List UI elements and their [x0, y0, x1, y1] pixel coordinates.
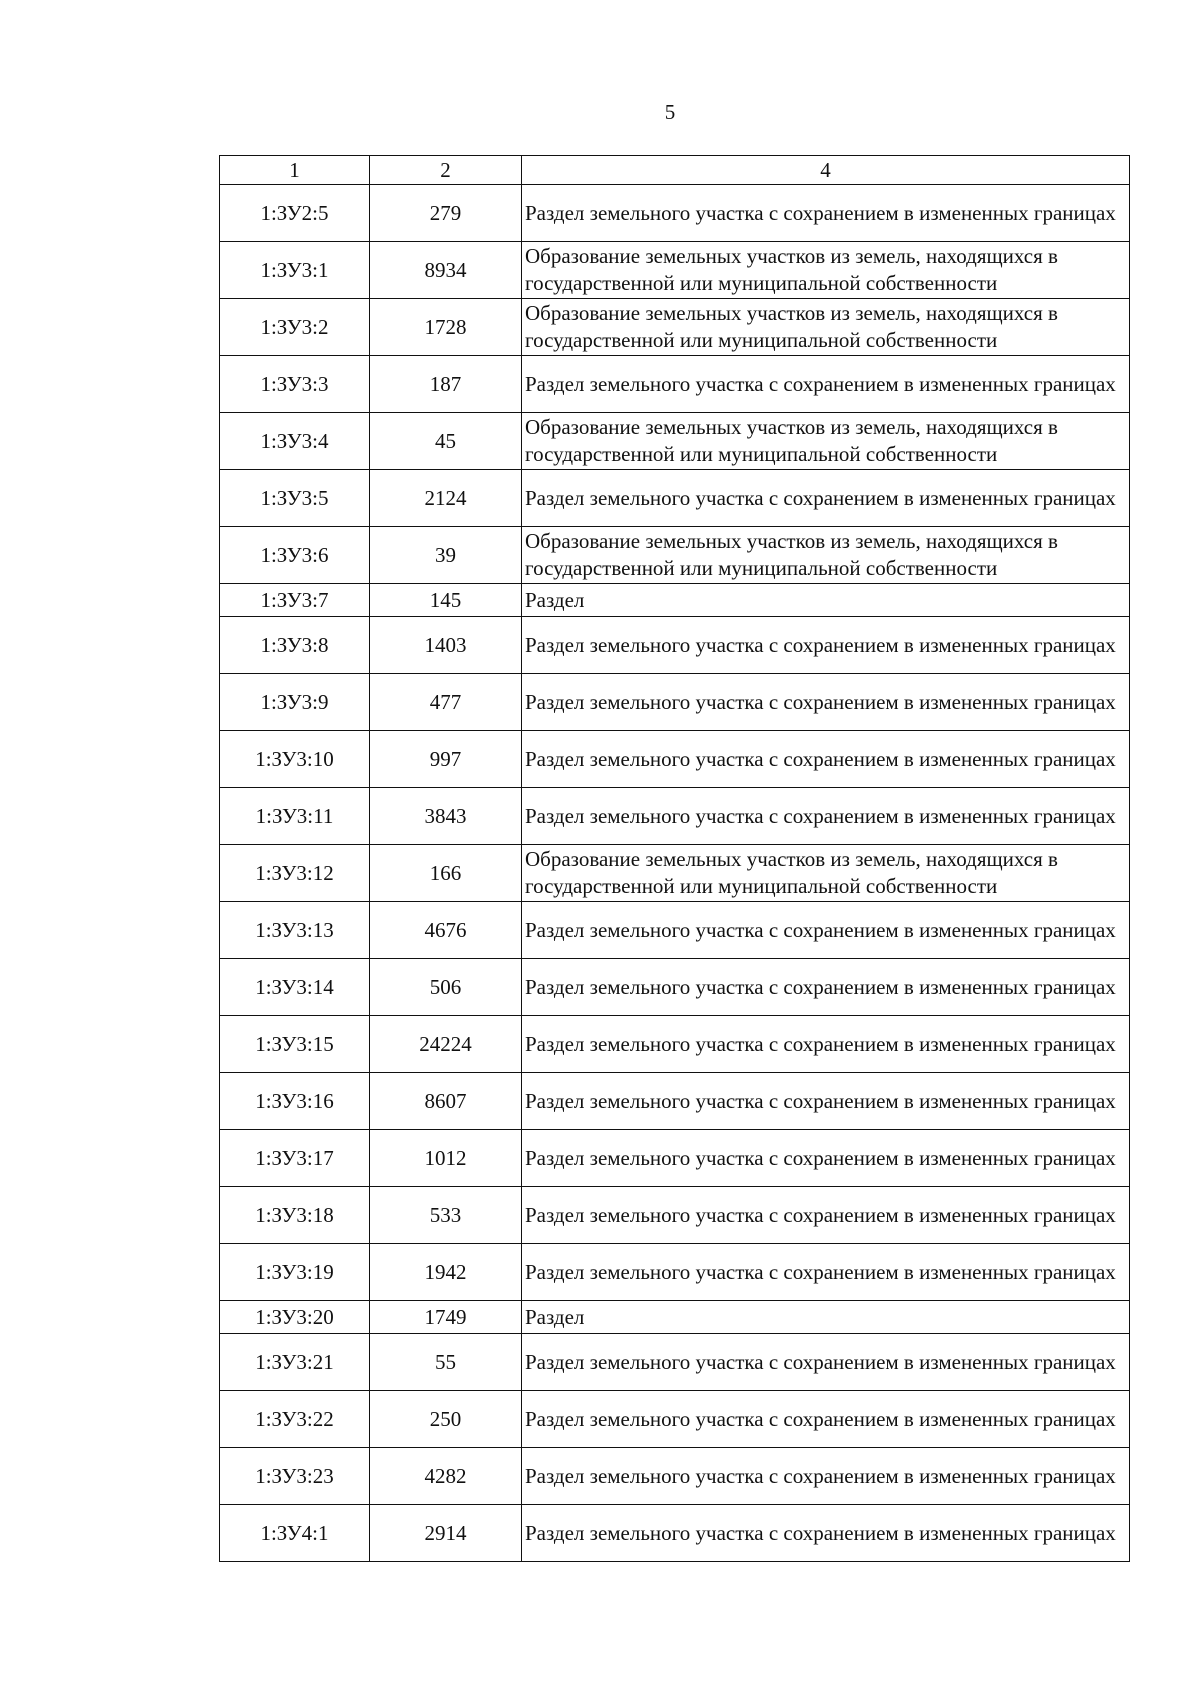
plot-method-cell: Образование земельных участков из земель, находящихся в государственной или муниципальной собственности [522, 845, 1130, 902]
plot-method-cell: Раздел земельного участка с сохранением в измененных границах [522, 1391, 1130, 1448]
plot-area-cell: 187 [370, 356, 522, 413]
plot-code-cell: 1:ЗУ3:18 [220, 1187, 370, 1244]
table-row [220, 674, 1130, 731]
plot-method-cell: Раздел земельного участка с сохранением в измененных границах [522, 731, 1130, 788]
plot-code-cell: 1:ЗУ3:22 [220, 1391, 370, 1448]
table-row [220, 902, 1130, 959]
table-body [220, 185, 1130, 1562]
column-header-1: 1 [220, 156, 370, 185]
table-row [220, 845, 1130, 902]
table-row [220, 959, 1130, 1016]
plot-code-cell: 1:ЗУ3:19 [220, 1244, 370, 1301]
table-row [220, 1130, 1130, 1187]
plot-area-cell: 1942 [370, 1244, 522, 1301]
plot-area-cell: 39 [370, 527, 522, 584]
plot-area-cell: 533 [370, 1187, 522, 1244]
table-row [220, 1334, 1130, 1391]
land-plots-table [219, 155, 1130, 1562]
table-row [220, 584, 1130, 617]
plot-method-cell: Образование земельных участков из земель, находящихся в государственной или муниципальной собственности [522, 242, 1130, 299]
plot-area-cell: 4282 [370, 1448, 522, 1505]
plot-code-cell: 1:ЗУ3:12 [220, 845, 370, 902]
plot-code-cell: 1:ЗУ3:17 [220, 1130, 370, 1187]
plot-method-cell: Раздел земельного участка с сохранением в измененных границах [522, 1073, 1130, 1130]
plot-area-cell: 1403 [370, 617, 522, 674]
table-row [220, 185, 1130, 242]
table-row [220, 788, 1130, 845]
plot-code-cell: 1:ЗУ4:1 [220, 1505, 370, 1562]
plot-area-cell: 2914 [370, 1505, 522, 1562]
column-header-4: 4 [522, 156, 1130, 185]
page-number: 5 [664, 100, 676, 124]
table-row [220, 1505, 1130, 1562]
plot-area-cell: 145 [370, 584, 522, 617]
plot-method-cell: Раздел земельного участка с сохранением в измененных границах [522, 1334, 1130, 1391]
plot-area-cell: 4676 [370, 902, 522, 959]
plot-code-cell: 1:ЗУ3:1 [220, 242, 370, 299]
plot-code-cell: 1:ЗУ3:4 [220, 413, 370, 470]
plot-area-cell: 166 [370, 845, 522, 902]
plot-code-cell: 1:ЗУ3:2 [220, 299, 370, 356]
plot-method-cell: Раздел земельного участка с сохранением в измененных границах [522, 1187, 1130, 1244]
plot-method-cell: Раздел земельного участка с сохранением в измененных границах [522, 959, 1130, 1016]
plot-code-cell: 1:ЗУ3:7 [220, 584, 370, 617]
table-row [220, 1244, 1130, 1301]
plot-method-cell: Раздел земельного участка с сохранением в измененных границах [522, 1130, 1130, 1187]
plot-method-cell: Раздел земельного участка с сохранением в измененных границах [522, 902, 1130, 959]
plot-method-cell: Раздел земельного участка с сохранением в измененных границах [522, 617, 1130, 674]
table-row [220, 1301, 1130, 1334]
plot-method-cell: Образование земельных участков из земель, находящихся в государственной или муниципальной собственности [522, 299, 1130, 356]
table-row [220, 242, 1130, 299]
plot-code-cell: 1:ЗУ3:10 [220, 731, 370, 788]
plot-area-cell: 2124 [370, 470, 522, 527]
plot-code-cell: 1:ЗУ3:3 [220, 356, 370, 413]
plot-area-cell: 8934 [370, 242, 522, 299]
plot-method-cell: Образование земельных участков из земель, находящихся в государственной или муниципальной собственности [522, 413, 1130, 470]
plot-area-cell: 55 [370, 1334, 522, 1391]
table-row [220, 356, 1130, 413]
table-row [220, 1391, 1130, 1448]
plot-method-cell: Раздел земельного участка с сохранением в измененных границах [522, 470, 1130, 527]
table-row [220, 1187, 1130, 1244]
column-header-2: 2 [370, 156, 522, 185]
plot-code-cell: 1:ЗУ3:23 [220, 1448, 370, 1505]
table-row [220, 617, 1130, 674]
plot-area-cell: 477 [370, 674, 522, 731]
plot-code-cell: 1:ЗУ3:16 [220, 1073, 370, 1130]
table-row [220, 413, 1130, 470]
plot-method-cell: Раздел земельного участка с сохранением в измененных границах [522, 1244, 1130, 1301]
plot-area-cell: 997 [370, 731, 522, 788]
plot-method-cell: Раздел земельного участка с сохранением в измененных границах [522, 1016, 1130, 1073]
plot-area-cell: 8607 [370, 1073, 522, 1130]
plot-code-cell: 1:ЗУ3:11 [220, 788, 370, 845]
plot-code-cell: 1:ЗУ3:15 [220, 1016, 370, 1073]
plot-method-cell: Раздел земельного участка с сохранением в измененных границах [522, 185, 1130, 242]
plot-code-cell: 1:ЗУ3:6 [220, 527, 370, 584]
plot-area-cell: 3843 [370, 788, 522, 845]
plot-code-cell: 1:ЗУ2:5 [220, 185, 370, 242]
plot-area-cell: 1728 [370, 299, 522, 356]
plot-area-cell: 250 [370, 1391, 522, 1448]
plot-method-cell: Раздел земельного участка с сохранением в измененных границах [522, 674, 1130, 731]
table-row [220, 470, 1130, 527]
plot-code-cell: 1:ЗУ3:5 [220, 470, 370, 527]
plot-method-cell: Раздел [522, 584, 1130, 617]
table-row [220, 1073, 1130, 1130]
plot-method-cell: Образование земельных участков из земель, находящихся в государственной или муниципальной собственности [522, 527, 1130, 584]
table-row [220, 731, 1130, 788]
plot-area-cell: 279 [370, 185, 522, 242]
plot-method-cell: Раздел земельного участка с сохранением в измененных границах [522, 356, 1130, 413]
table-row [220, 1016, 1130, 1073]
table-row [220, 527, 1130, 584]
table-header-row [220, 156, 1130, 185]
plot-area-cell: 1012 [370, 1130, 522, 1187]
plot-area-cell: 506 [370, 959, 522, 1016]
plot-code-cell: 1:ЗУ3:9 [220, 674, 370, 731]
table-row [220, 1448, 1130, 1505]
plot-code-cell: 1:ЗУ3:13 [220, 902, 370, 959]
plot-code-cell: 1:ЗУ3:8 [220, 617, 370, 674]
plot-area-cell: 1749 [370, 1301, 522, 1334]
plot-method-cell: Раздел земельного участка с сохранением в измененных границах [522, 1505, 1130, 1562]
table-row [220, 299, 1130, 356]
plot-code-cell: 1:ЗУ3:14 [220, 959, 370, 1016]
plot-area-cell: 24224 [370, 1016, 522, 1073]
plot-code-cell: 1:ЗУ3:21 [220, 1334, 370, 1391]
plot-code-cell: 1:ЗУ3:20 [220, 1301, 370, 1334]
plot-method-cell: Раздел [522, 1301, 1130, 1334]
plot-method-cell: Раздел земельного участка с сохранением в измененных границах [522, 788, 1130, 845]
plot-method-cell: Раздел земельного участка с сохранением в измененных границах [522, 1448, 1130, 1505]
plot-area-cell: 45 [370, 413, 522, 470]
